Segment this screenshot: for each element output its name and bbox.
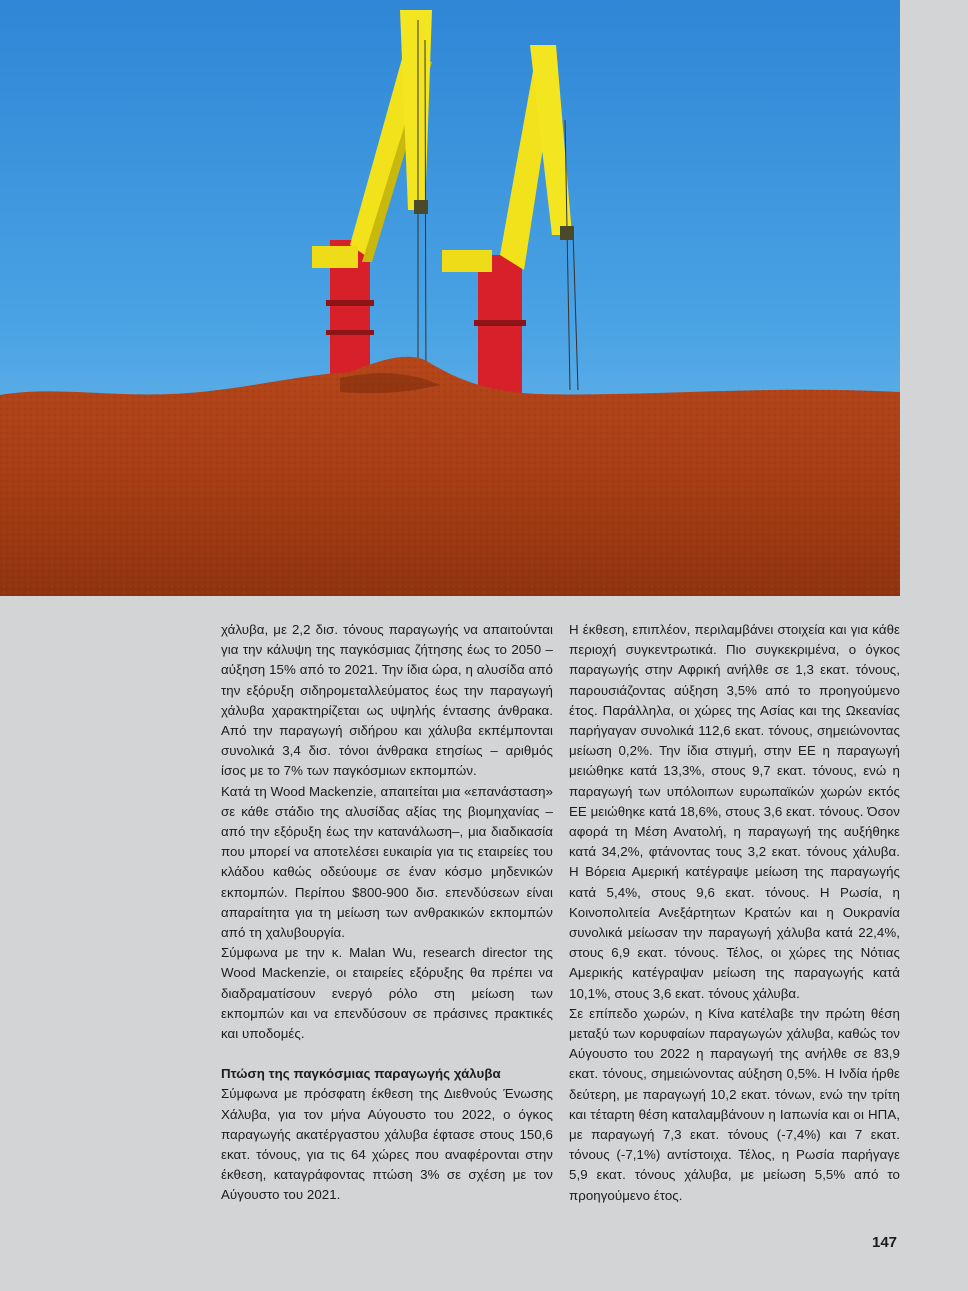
section-heading: Πτώση της παγκόσμιας παραγωγής χάλυβα (221, 1066, 501, 1082)
paragraph: χάλυβα, με 2,2 δισ. τόνους παραγωγής να απαιτούνται για την κάλυψη της παγκόσμιας ζήτησης έως το 2050 – αύξηση 15% από το 2021. Την ίδια ώρα, η αλυσίδα από την εξόρυξη σιδηρομεταλλεύματος έως την παραγωγή χάλυβα χαρακτηρίζεται ως υψηλής έντασης άνθρακα. Από την παραγωγή σιδήρου και χάλυβα εκπέμπονται συνολικά 3,4 δισ. τόνοι άνθρακα ετησίως – αριθμός ίσος με το 7% των παγκόσμιων εκπομπών. (221, 622, 553, 779)
right-text-column (569, 620, 900, 1206)
page-number: 147 (872, 1234, 898, 1251)
paragraph: Η έκθεση, επιπλέον, περιλαμβάνει στοιχεία και για κάθε περιοχή συγκεντρωτικά. Πιο συγκεκριμένα, ο όγκος παραγωγής στην Αφρική ανήλθε σε 1,3 εκατ. τόνους, παρουσιάζοντας αύξηση 3,5% από το προηγούμενο έτος. Παράλληλα, οι χώρες της Ασίας και της Ωκεανίας παρήγαγαν συνολικά 112,6 εκατ. τόνους, σημειώνοντας μείωση 0,2%. Την ίδια στιγμή, στην ΕΕ η παραγωγή μειώθηκε κατά 13,3%, στους 9,7 εκατ. τόνους, ενώ η παραγωγή των υπόλοιπων ευρωπαϊκών χωρών εκτός ΕΕ μειώθηκε κατά 18,6%, στους 3,6 εκατ. τόνους. Όσον αφορά τη Μέση Ανατολή, η παραγωγή της αυξήθηκε κατά 34,2%, φτάνοντας τους 3,2 εκατ. τόνους χάλυβα. Η Βόρεια Αμερική κατέγραψε μείωση της παραγωγής κατά 5,4%, στους 9,6 εκατ. τόνους. Η Ρωσία, η Κοινοπολιτεία Ανεξάρτητων Κρατών και η Ουκρανία συνολικά μείωσαν την παραγωγή χάλυβα κατά 22,4%, στους 6,9 εκατ. τόνους. Τέλος, οι χώρες της Νότιας Αμερικής κατέγραψαν μείωση της παραγωγής κατά 10,1%, στους 3,6 εκατ. τόνους χάλυβα. (569, 622, 900, 1001)
paragraph: Σύμφωνα με την κ. Malan Wu, research director της Wood Mackenzie, οι εταιρείες εξόρυξης θα πρέπει να διαδραματίσουν ενεργό ρόλο στη μείωση των εκπομπών και να επενδύσουν σε πράσινες πρακτικές και υποδομές. (221, 945, 553, 1042)
left-text-column (221, 620, 553, 1206)
cranes-ore-photo (0, 0, 900, 596)
paragraph: Σύμφωνα με πρόσφατη έκθεση της Διεθνούς Ένωσης Χάλυβα, για τον μήνα Αύγουστο του 2022, ο όγκος παραγωγής ακατέργαστου χάλυβα έφτασε στους 150,6 εκατ. τόνους, για τις 64 χώρες που αναφέρονται στην έκθεση, καταγράφοντας πτώση 3% σε σχέση με τον Αύγουστο του 2021. (221, 1086, 553, 1203)
paragraph: Σε επίπεδο χωρών, η Κίνα κατέλαβε την πρώτη θέση μεταξύ των κορυφαίων παραγωγών χάλυβα, καθώς τον Αύγουστο του 2022 η παραγωγή της ανήλθε σε 83,9 εκατ. τόνους, σημειώνοντας αύξηση 0,5%. Η Ινδία ήρθε δεύτερη, με παραγωγή 10,2 εκατ. τόνων, ενώ την τρίτη και τέταρτη θέση καταλαμβάνουν η Ιαπωνία και οι ΗΠΑ, με παραγωγή 7,3 εκατ. τόνους (-7,4%) και 7 εκατ. τόνους (-7,1%) αντίστοιχα. Τέλος, η Ρωσία παρήγαγε 5,9 εκατ. τόνους χάλυβα, με μείωση 5,5% από το προηγούμενο έτος. (569, 1005, 900, 1203)
paragraph: Κατά τη Wood Mackenzie, απαιτείται μια «επανάσταση» σε κάθε στάδιο της αλυσίδας αξίας της βιομηχανίας –από την εξόρυξη έως την κατανάλωση–, μια διαδικασία που μπορεί να αποτελέσει ευκαιρία για τις εταιρείες του κλάδου καθώς οδεύουμε σε έναν κόσμο μηδενικών εκπομπών. Περίπου $800-900 δισ. επενδύσεων είναι απαραίτητα για τη μείωση των ανθρακικών εκπομπών από τη χαλυβουργία. (221, 783, 553, 941)
